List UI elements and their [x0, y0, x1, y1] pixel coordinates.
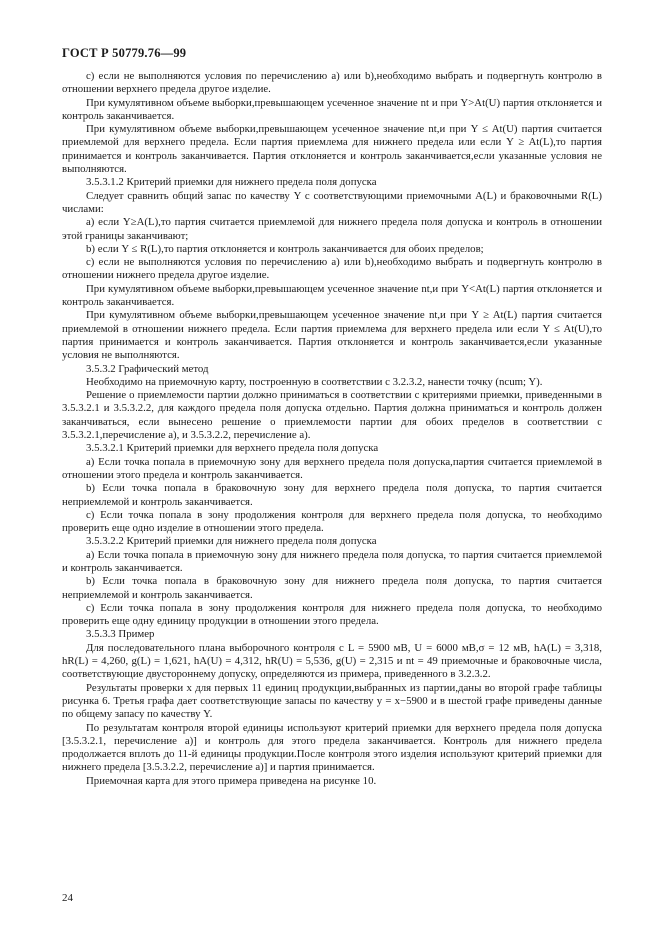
paragraph: Результаты проверки x для первых 11 единиц продукции,выбранных из партии,даны во второй графе таблицы рисунка 6. Третья графа дает соответствующие запасы по качеству y = x−5900 и в шестой графе приведены данные по общему запасу по качеству Y. [62, 681, 602, 721]
section-heading: 3.5.3.2.2 Критерий приемки для нижнего предела поля допуска [86, 535, 377, 548]
paragraph: Приемочная карта для этого примера приведена на рисунке 10. [86, 774, 377, 787]
section-heading: 3.5.3.3 Пример [86, 628, 155, 641]
list-item: b) Если точка попала в браковочную зону для нижнего предела поля допуска, то партия считается неприемлемой и контроль заканчивается. [62, 575, 602, 601]
paragraph: Для последовательного плана выборочного контроля с L = 5900 мВ, U = 6000 мВ,σ = 12 мВ, hA(L) = 3,318, hR(L) = 4,260, g(L) = 1,621, hA(U) = 4,312, hR(U) = 5,536, g(U) = 2,315 и nt = 49 приемочные и браковочные числа, соответствующие двустороннему допуску, определяются из примера, приведенного в 3.2.3.2. [62, 641, 602, 681]
list-item: с) Если точка попала в зону продолжения контроля для нижнего предела поля допуска, то необходимо проверить еще одну единицу продукции в отношении этого предела. [62, 601, 602, 628]
section-heading: 3.5.3.1.2 Критерий приемки для нижнего предела поля допуска [86, 176, 377, 189]
paragraph: При кумулятивном объеме выборки,превышающем усеченное значение nt,и при Y ≤ At(U) партия считается приемлемой для верхнего предела. Если партия приемлема для нижнего предела или если Y ≥ At(L),то партия принимается и контроль заканчивается. Партия отклоняется и контроль заканчивается,если указанные условия не выполняются. [62, 123, 602, 176]
list-item: b) Если точка попала в браковочную зону для верхнего предела поля допуска, то партия считается неприемлемой и контроль заканчивается. [62, 482, 602, 508]
paragraph: При кумулятивном объеме выборки,превышающем усеченное значение nt и при Y>At(U) партия отклоняется и контроль заканчивается. [62, 96, 602, 122]
list-item: а) Если точка попала в приемочную зону для верхнего предела поля допуска,партия считается приемлемой в отношении этого предела и контроль заканчивается. [62, 455, 602, 481]
paragraph: При кумулятивном объеме выборки,превышающем усеченное значение nt,и при Y<At(L) партия отклоняется и контроль заканчивается. [62, 282, 602, 309]
list-item: а) если Y≥A(L),то партия считается приемлемой для нижнего предела поля допуска и контроль в отношении этой границы заканчивают; [62, 216, 602, 242]
paragraph: Решение о приемлемости партии должно приниматься в соответствии с критериями приемки, приведенными в 3.5.3.2.1 и 3.5.3.2.2, для каждого предела поля допуска отдельно. Партия должна приниматься и контроль должен заканчиваться, если вынесено решение о приемлемости партии для обоих пределов в соответствии с 3.5.3.2.1,перечисление а), и 3.5.3.2.2, перечисление а). [62, 389, 602, 442]
section-heading: 3.5.3.2.1 Критерий приемки для верхнего предела поля допуска [86, 442, 379, 455]
list-item: с) если не выполняются условия по перечислению а) или b),необходимо выбрать и подвергнуть контролю в отношении нижнего предела другое изделие. [62, 256, 602, 282]
page-number: 24 [62, 892, 73, 904]
paragraph: Следует сравнить общий запас по качеству Y с соответствующими приемочными A(L) и браковочными R(L) числами: [62, 189, 602, 215]
list-item: а) Если точка попала в приемочную зону для нижнего предела поля допуска, то партия считается приемлемой и контроль заканчивается. [62, 548, 602, 574]
document-body [62, 70, 602, 788]
list-item: b) если Y ≤ R(L),то партия отклоняется и контроль заканчивается для обоих пределов; [86, 242, 484, 255]
paragraph: Необходимо на приемочную карту, построенную в соответствии с 3.2.3.2, нанести точку (ncum; Y). [86, 375, 543, 388]
paragraph: По результатам контроля второй единицы используют критерий приемки для верхнего предела поля допуска [3.5.3.2.1, перечисление а)] и контроль для этого предела заканчивается. Контроль для нижнего предела продолжается вплоть до 11-й единицы продукции.После контроля этого изделия используют критерий приемки для нижнего предела [3.5.3.2.2, перечисление а)] и партия принимается. [62, 721, 602, 774]
list-item: с) Если точка попала в зону продолжения контроля для верхнего предела поля допуска, то необходимо проверить еще одно изделие в отношении этого предела. [62, 508, 602, 535]
paragraph: с) если не выполняются условия по перечислению а) или b),необходимо выбрать и подвергнуть контролю в отношении верхнего предела другое изделие. [62, 70, 602, 96]
paragraph: При кумулятивном объеме выборки,превышающем усеченное значение nt,и при Y ≥ At(L) партия считается приемлемой в отношении нижнего предела. Если партия приемлема для верхнего предела или если Y ≤ At(U),то партия принимается и контроль заканчивается. Партия отклоняется и контроль заканчивается,если указанные условия не выполняются. [62, 309, 602, 362]
section-heading: 3.5.3.2 Графический метод [86, 362, 209, 375]
standard-header: ГОСТ Р 50779.76—99 [62, 46, 187, 60]
